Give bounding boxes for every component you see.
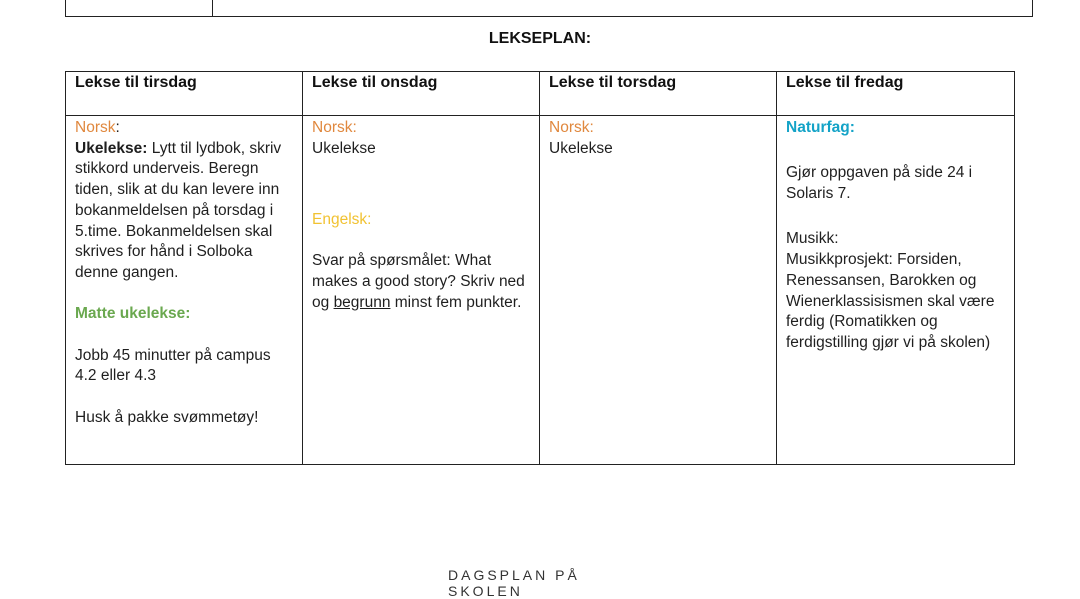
onsdag-engelsk-text: Svar på spørsmålet: What makes a good story? Skriv ned og begrunn minst fem punkter. — [312, 252, 525, 311]
fredag-musikk-text: Musikkprosjekt: Forsiden, Renessansen, Barokken og Wienerklassisismen skal være ferdig (Romatikken og ferdigstilling gjør vi på skolen) — [786, 251, 995, 351]
header-cell-onsdag: Lekse til onsdag — [303, 72, 540, 116]
next-heading-cut-off: DAGSPLAN PÅ SKOLEN — [448, 567, 580, 599]
fredag-naturfag-label: Naturfag: — [786, 119, 855, 136]
cell-tirsdag — [66, 116, 303, 465]
cell-torsdag — [540, 116, 777, 465]
table-body-row — [66, 116, 1015, 465]
previous-table-bottom — [65, 0, 1033, 17]
fredag-naturfag-text: Gjør oppgaven på side 24 i Solaris 7. — [786, 164, 973, 203]
cell-fredag — [777, 116, 1015, 465]
tirsdag-matte-label: Matte ukelekse: — [75, 305, 191, 323]
torsdag-norsk-label: Norsk: — [549, 119, 594, 136]
onsdag-engelsk-label: Engelsk: — [312, 210, 372, 228]
previous-table-divider — [212, 0, 213, 16]
tirsdag-norsk-label: Norsk: — [75, 119, 120, 136]
fredag-musikk-label: Musikk: — [786, 230, 839, 248]
onsdag-norsk-label: Norsk: — [312, 119, 357, 136]
page-heading: LEKSEPLAN: — [488, 30, 592, 47]
tirsdag-ukelekse: Ukelekse: Lytt til lydbok, skriv stikkord underveis. Beregn tiden, slik at du kan levere inn bokanmeldelsen på torsdag i 5.time. Bokanmeldelsen skal skrives for hånd i Solboka denne gangen. — [75, 139, 282, 281]
header-cell-fredag: Lekse til fredag — [777, 72, 1015, 116]
tirsdag-matte-text: Jobb 45 minutter på campus 4.2 eller 4.3 — [75, 346, 271, 385]
table-header-row — [66, 72, 1015, 116]
header-cell-tirsdag: Lekse til tirsdag — [66, 72, 303, 116]
cell-onsdag — [303, 116, 540, 465]
tirsdag-reminder: Husk å pakke svømmetøy! — [75, 408, 259, 426]
torsdag-norsk-text: Ukelekse — [549, 139, 613, 157]
homework-table — [65, 71, 1015, 465]
onsdag-norsk-text: Ukelekse — [312, 139, 376, 157]
header-cell-torsdag: Lekse til torsdag — [540, 72, 777, 116]
